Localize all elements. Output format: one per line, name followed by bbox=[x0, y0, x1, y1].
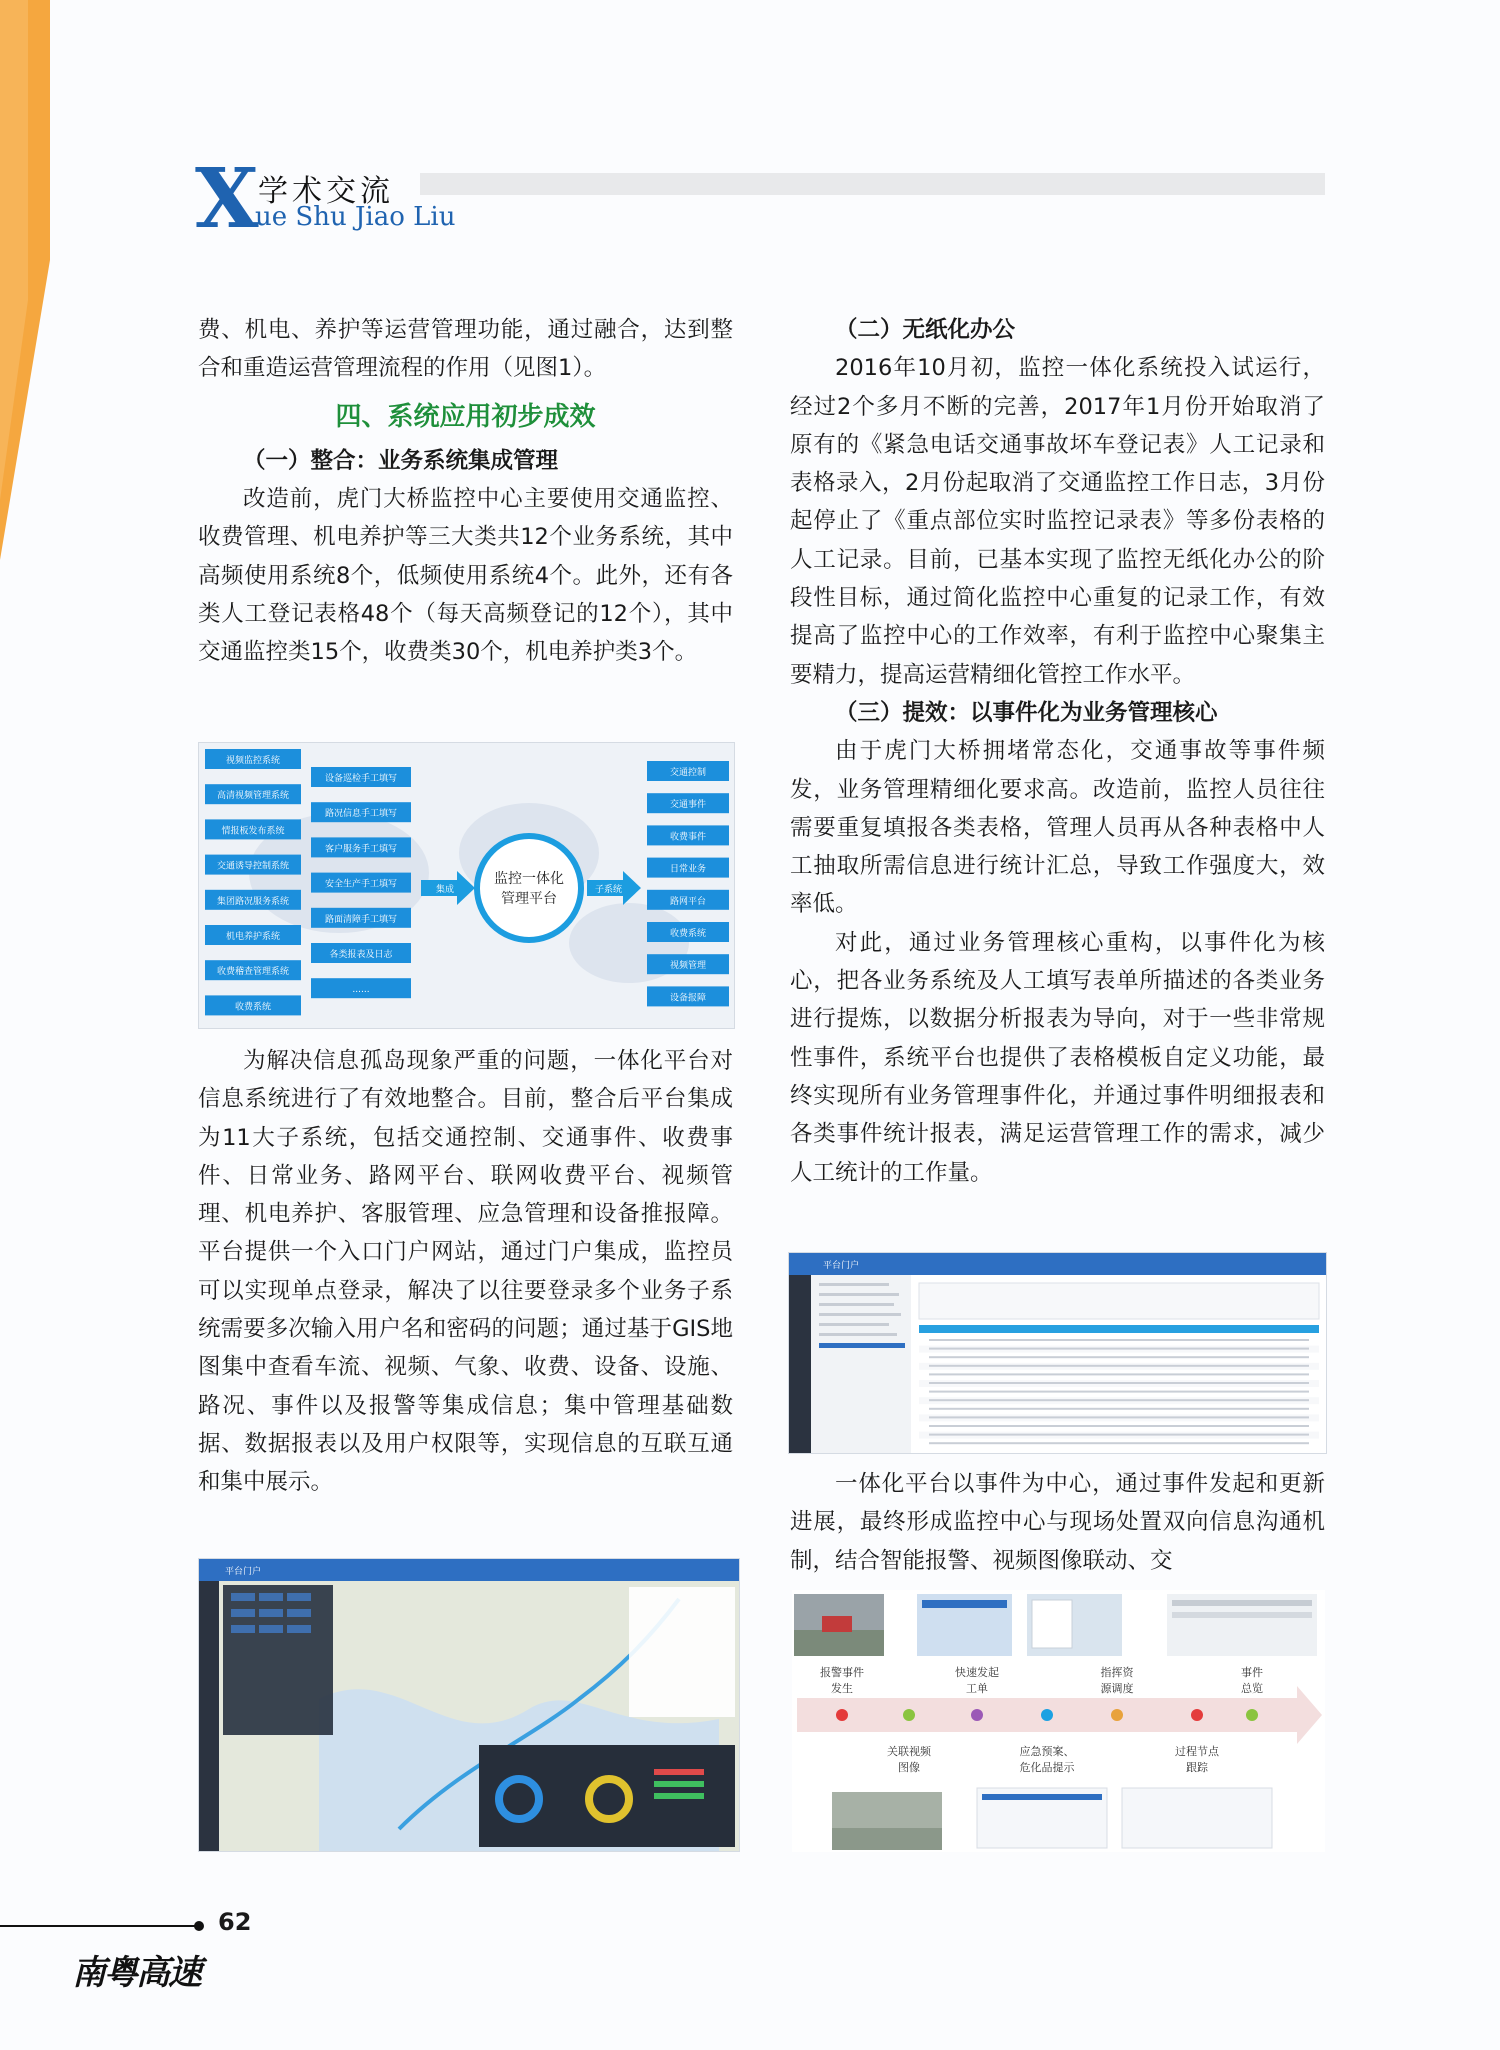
platform-label-2: 管理平台 bbox=[501, 891, 557, 907]
diagram-box-label: 高清视频管理系统 bbox=[216, 791, 290, 802]
paragraph: 由于虎门大桥拥堵常态化，交通事故等事件频发，业务管理精细化要求高。改造前，监控人员往往需要重复填报各类表格，管理人员再从各种表格中人工抽取所需信息进行统计汇总，导致工作强度大，效率低。 bbox=[790, 738, 1325, 918]
flow-top-label: 报警事件 bbox=[820, 1666, 864, 1679]
table-row-text bbox=[929, 1434, 1309, 1436]
flow-top-label: 总览 bbox=[1241, 1682, 1263, 1695]
portal-title: 平台门户 bbox=[823, 1261, 860, 1271]
right-column-top bbox=[790, 311, 1325, 1192]
table-row-text bbox=[929, 1373, 1309, 1375]
gis-map-screenshot bbox=[198, 1558, 740, 1852]
diagram-box-label: 收费系统 bbox=[669, 929, 707, 939]
subsection-heading: （三）提效：以事件化为业务管理核心 bbox=[835, 699, 1218, 726]
paragraph: 2016年10月初，监控一体化系统投入试运行，经过2个多月不断的完善，2017年1月份开始取消了原有的《紧急电话交通事故坏车登记表》人工记录和表格录入，2月份起取消了交通监控工作日志，3月份起停止了《重点部位实时监控记录表》等多份表格的人工记录。目前，已基本实现了监控无纸化办公的阶段性目标，通过简化监控中心重复的记录工作，有效提高了监控中心的工作效率，有利于监控中心聚集主要精力，提高运营精细化管控工作水平。 bbox=[790, 355, 1325, 688]
arrow-out-label: 子系统 bbox=[595, 885, 623, 895]
table-row-text bbox=[929, 1391, 1309, 1393]
footer-rule bbox=[0, 1925, 198, 1927]
table-row-text bbox=[929, 1399, 1309, 1401]
table-row-text bbox=[929, 1382, 1309, 1384]
header-bar bbox=[420, 173, 1325, 195]
flow-top-label: 事件 bbox=[1241, 1666, 1263, 1679]
diagram-box-label: 机电养护系统 bbox=[225, 932, 281, 942]
diagram-box-label: 视频监控系统 bbox=[225, 756, 281, 766]
left-column-top bbox=[198, 311, 733, 672]
integration-diagram bbox=[198, 742, 735, 1029]
flow-dot bbox=[903, 1709, 915, 1721]
header-pinyin: ue Shu Jiao Liu bbox=[255, 202, 456, 232]
flow-top-label: 发生 bbox=[831, 1682, 853, 1695]
section-heading: 四、系统应用初步成效 bbox=[335, 401, 596, 432]
diagram-box-label: ...... bbox=[352, 985, 370, 996]
paragraph: 为解决信息孤岛现象严重的问题，一体化平台对信息系统进行了有效地整合。目前，整合后平台集成为11大子系统，包括交通控制、交通事件、收费事件、日常业务、路网平台、联网收费平台、视频管理、机电养护、客服管理、应急管理和设备推报障。平台提供一个入口门户网站，通过门户集成，监控员可以实现单点登录，解决了以往要登录多个业务子系统需要多次输入用户名和密码的问题；通过基于GIS地图集中查看车流、视频、气象、收费、设备、设施、路况、事件以及报警等集成信息；集中管理基础数据、数据报表以及用户权限等，实现信息的互联互通和集中展示。 bbox=[198, 1048, 733, 1496]
table-row-text bbox=[929, 1442, 1309, 1444]
table-row-text bbox=[929, 1425, 1309, 1427]
magazine-logo: 南粤高速 bbox=[72, 1953, 200, 1993]
diagram-box-label: 路网平台 bbox=[669, 896, 707, 907]
table-row-text bbox=[929, 1365, 1309, 1367]
diagram-svg bbox=[199, 743, 734, 1028]
flow-top-label: 源调度 bbox=[1100, 1682, 1134, 1695]
diagram-box-label: 情报板发布系统 bbox=[221, 826, 285, 837]
arrow-in-label: 集成 bbox=[436, 885, 455, 895]
diagram-box-label: 视频管理 bbox=[669, 961, 707, 972]
diagram-box-label: 路况信息手工填写 bbox=[324, 809, 398, 820]
paragraph: 费、机电、养护等运营管理功能，通过融合，达到整合和重造运营管理流程的作用（见图1）。 bbox=[198, 317, 733, 382]
subsection-heading: （二）无纸化办公 bbox=[835, 317, 1016, 343]
header-letter: X bbox=[195, 151, 259, 247]
diagram-box-label: 集团路况服务系统 bbox=[216, 896, 290, 907]
page-number: 62 bbox=[218, 1908, 252, 1936]
flow-bottom-label: 图像 bbox=[898, 1761, 920, 1774]
diagram-box-label: 设备报障 bbox=[669, 993, 707, 1004]
paragraph: 改造前，虎门大桥监控中心主要使用交通监控、收费管理、机电养护等三大类共12个业务系统，其中高频使用系统8个，低频使用系统4个。此外，还有各类人工登记表格48个（每天高频登记的12个），其中交通监控类15个，收费类30个，机电养护类3个。 bbox=[198, 486, 733, 666]
diagram-box-label: 日常业务 bbox=[669, 864, 707, 875]
diagram-box-label: 交通控制 bbox=[669, 768, 707, 778]
subsection-heading: （一）整合：业务系统集成管理 bbox=[243, 447, 559, 474]
left-column-middle bbox=[198, 1042, 733, 1502]
diagram-box-label: 安全生产手工填写 bbox=[324, 879, 398, 890]
flow-bottom-label: 过程节点 bbox=[1175, 1745, 1219, 1758]
flow-dot bbox=[971, 1709, 983, 1721]
diagram-box-label: 交通诱导控制系统 bbox=[216, 861, 290, 872]
platform-circle bbox=[477, 836, 581, 940]
flow-bottom-label: 关联视频 bbox=[887, 1745, 931, 1758]
flow-bottom-label: 跟踪 bbox=[1186, 1761, 1208, 1774]
header-title: 学术交流 bbox=[258, 174, 394, 209]
flow-dot bbox=[1191, 1709, 1203, 1721]
flow-top-label: 快速发起 bbox=[955, 1666, 999, 1679]
event-flow-figure bbox=[792, 1590, 1325, 1852]
paragraph: 对此，通过业务管理核心重构，以事件化为核心，把各业务系统及人工填写表单所描述的各类业务进行提炼，以数据分析报表为导向，对于一些非常规性事件，系统平台也提供了表格模板自定义功能，最终实现所有业务管理事件化，并通过事件明细报表和各类事件统计报表，满足运营管理工作的需求，减少人工统计的工作量。 bbox=[790, 929, 1325, 1186]
diagram-box-label: 设备巡检手工填写 bbox=[324, 774, 398, 784]
table-row-text bbox=[929, 1416, 1309, 1418]
table-row-text bbox=[929, 1408, 1309, 1410]
flow-top-label: 指挥资 bbox=[1100, 1666, 1134, 1679]
flow-dot bbox=[1246, 1709, 1258, 1721]
flow-dot bbox=[836, 1709, 848, 1721]
paragraph: 一体化平台以事件为中心，通过事件发起和更新进展，最终形成监控中心与现场处置双向信息沟通机制，结合智能报警、视频图像联动、交 bbox=[790, 1471, 1325, 1574]
table-row-text bbox=[929, 1348, 1309, 1350]
table-row-text bbox=[929, 1356, 1309, 1358]
flow-top-label: 工单 bbox=[966, 1682, 988, 1695]
footer-dot bbox=[194, 1921, 204, 1931]
corner-decoration bbox=[0, 0, 50, 560]
diagram-box-label: 收费稽查管理系统 bbox=[216, 967, 290, 978]
flow-bottom-label: 危化品提示 bbox=[1019, 1761, 1075, 1774]
diagram-box-label: 收费事件 bbox=[669, 832, 707, 843]
diagram-box-label: 路面清障手工填写 bbox=[324, 914, 398, 925]
diagram-box-label: 收费系统 bbox=[234, 1002, 272, 1013]
diagram-box-label: 客户服务手工填写 bbox=[324, 844, 398, 855]
diagram-box-label: 交通事件 bbox=[669, 800, 707, 811]
flow-dot bbox=[1041, 1709, 1053, 1721]
flow-bottom-label: 应急预案、 bbox=[1019, 1745, 1075, 1758]
portal-title: 平台门户 bbox=[225, 1567, 262, 1577]
platform-table-screenshot bbox=[788, 1252, 1327, 1454]
table-row-text bbox=[929, 1339, 1309, 1341]
platform-label-1: 监控一体化 bbox=[494, 871, 564, 887]
right-column-bottom bbox=[790, 1465, 1325, 1580]
flow-dot bbox=[1111, 1709, 1123, 1721]
diagram-box-label: 各类报表及日志 bbox=[329, 950, 393, 960]
